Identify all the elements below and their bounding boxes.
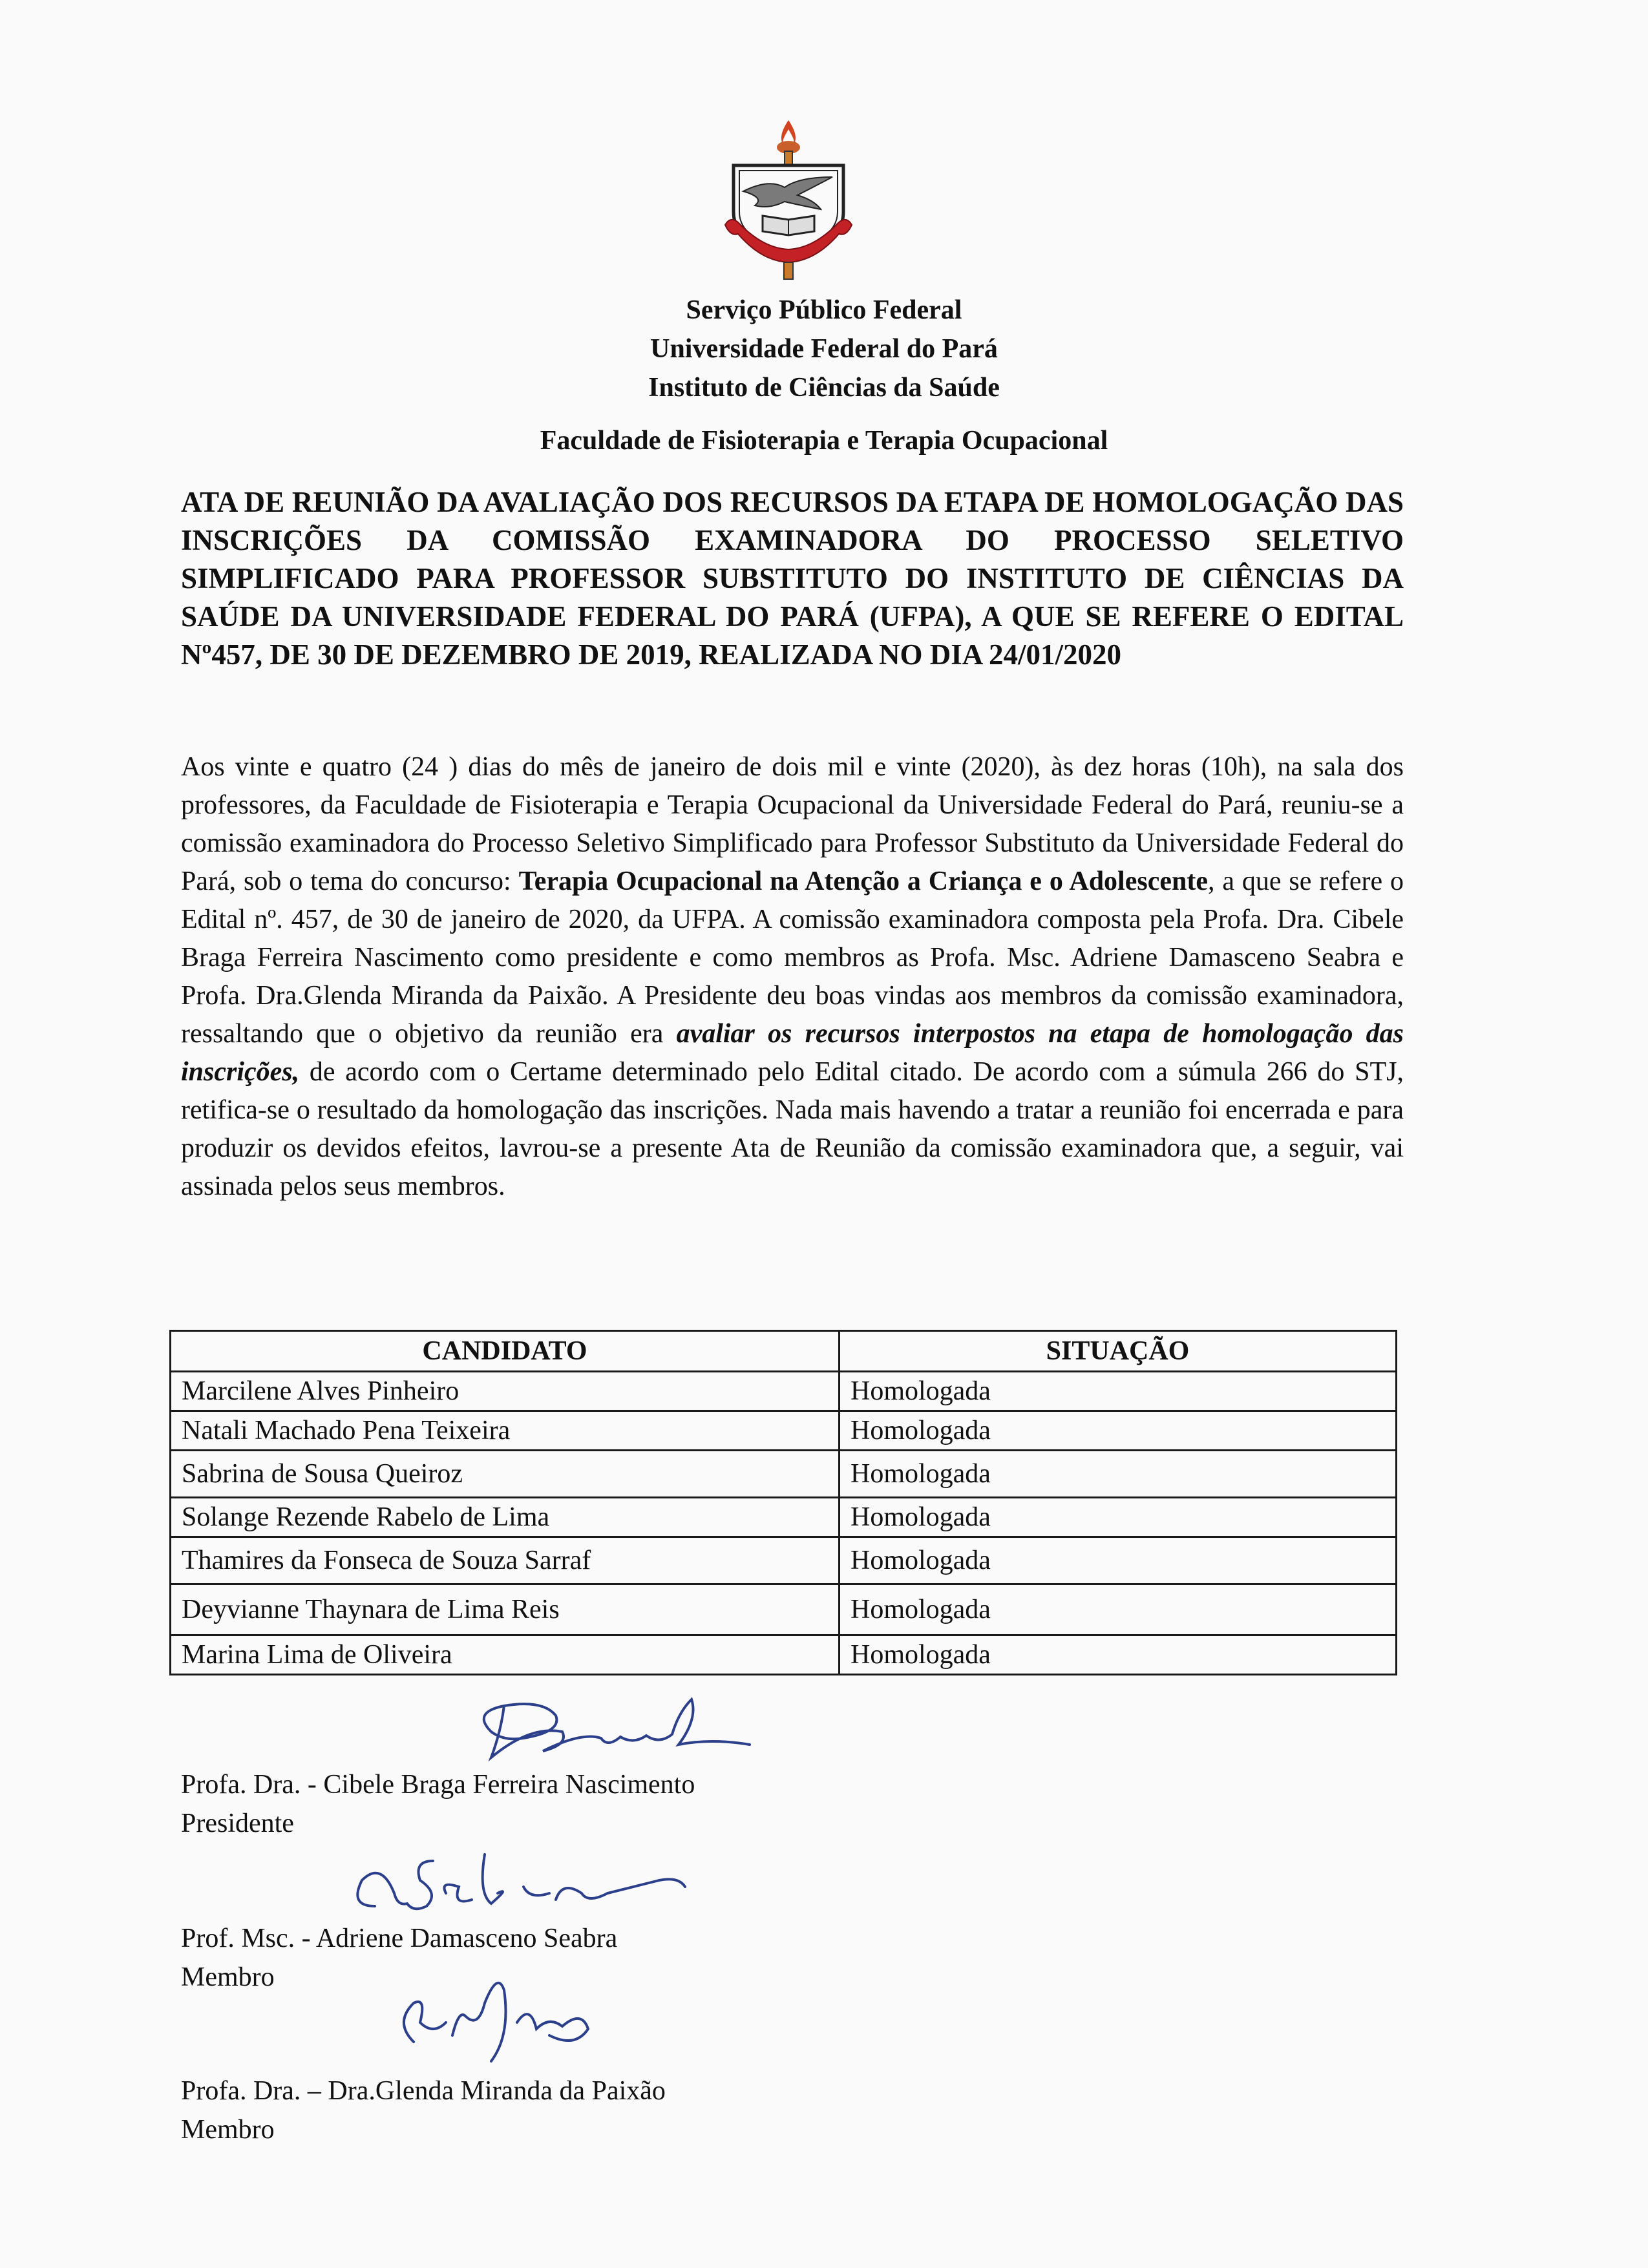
signature-member-1	[336, 1842, 698, 1926]
header-service: Serviço Público Federal	[686, 295, 962, 325]
candidate-name: Sabrina de Sousa Queiroz	[171, 1451, 840, 1498]
body-text-3: de acordo com o Certame determinado pelo Edital citado. De acordo com a súmula 266 do STJ, retifica-se o resultado da homologação das inscrições. Nada mais havendo a tratar a reunião foi encerrada e para produzir os devidos efeitos, lavrou-se a presente Ata de Reunião da comissão examinadora que, a seguir, vai assinada pelos seus membros.	[181, 1057, 1404, 1201]
document-title: ATA DE REUNIÃO DA AVALIAÇÃO DOS RECURSOS DA ETAPA DE HOMOLOGAÇÃO DAS INSCRIÇÕES DA COMISSÃO EXAMINADORA DO PROCESSO SELETIVO SIMPLIFICADO PARA PROFESSOR SUBSTITUTO DO INSTITUTO DE CIÊNCIAS DA SAÚDE DA UNIVERSIDADE FEDERAL DO PARÁ (UFPA), A QUE SE REFERE O EDITAL Nº457, DE 30 DE DEZEMBRO DE 2019, REALIZADA NO DIA 24/01/2020	[181, 486, 1404, 671]
table-row	[171, 1537, 1397, 1584]
candidate-name: Deyvianne Thaynara de Lima Reis	[171, 1584, 840, 1635]
signatory-name: Profa. Dra. - Cibele Braga Ferreira Nascimento	[181, 1770, 695, 1800]
candidate-name: Solange Rezende Rabelo de Lima	[171, 1498, 840, 1537]
candidate-status: Homologada	[840, 1584, 1397, 1635]
signatory-name: Prof. Msc. - Adriene Damasceno Seabra	[181, 1924, 618, 1953]
signatory-role: Membro	[181, 1962, 275, 1992]
candidate-status: Homologada	[840, 1372, 1397, 1411]
candidate-name: Natali Machado Pena Teixeira	[171, 1411, 840, 1451]
signatory-name: Profa. Dra. – Dra.Glenda Miranda da Paixão	[181, 2076, 666, 2106]
body-paragraph	[181, 748, 1404, 1206]
candidates-table	[169, 1330, 1397, 1675]
header-faculty: Faculdade de Fisioterapia e Terapia Ocupacional	[540, 426, 1108, 456]
header-institute: Instituto de Ciências da Saúde	[648, 373, 1000, 403]
candidate-name: Marina Lima de Oliveira	[171, 1635, 840, 1675]
candidate-status: Homologada	[840, 1537, 1397, 1584]
signature-member-2	[388, 1964, 607, 2081]
signature-president	[465, 1686, 763, 1770]
table-row	[171, 1411, 1397, 1451]
ufpa-crest-icon	[717, 115, 860, 283]
table-header-row	[171, 1331, 1397, 1372]
signatory-role: Membro	[181, 2115, 275, 2145]
header-university: Universidade Federal do Pará	[650, 334, 998, 364]
signatory-block	[181, 1765, 695, 1843]
table-row	[171, 1498, 1397, 1537]
meeting-objective: avaliar os recursos interpostos na etapa de homologação das inscrições,	[181, 1019, 1404, 1087]
table-row	[171, 1584, 1397, 1635]
table-row	[171, 1635, 1397, 1675]
candidate-status: Homologada	[840, 1451, 1397, 1498]
signatory-role: Presidente	[181, 1809, 294, 1838]
table-row	[171, 1451, 1397, 1498]
column-header-status: SITUAÇÃO	[840, 1331, 1397, 1372]
candidate-status: Homologada	[840, 1411, 1397, 1451]
column-header-candidate: CANDIDATO	[171, 1331, 840, 1372]
body-text-2: , a que se refere o Edital nº. 457, de 30 de janeiro de 2020, da UFPA. A comissão examinadora composta pela Profa. Dra. Cibele Braga Ferreira Nascimento como presidente e como membros as Profa. Msc. Adriene Damasceno Seabra e Profa. Dra.Glenda Miranda da Paixão. A Presidente deu boas vindas aos membros da comissão examinadora, ressaltando que o objetivo da reunião era	[181, 866, 1404, 1049]
candidate-status: Homologada	[840, 1498, 1397, 1537]
contest-theme: Terapia Ocupacional na Atenção a Criança e o Adolescente	[518, 866, 1208, 896]
signatory-block	[181, 2072, 666, 2149]
candidate-name: Marcilene Alves Pinheiro	[171, 1372, 840, 1411]
letterhead	[0, 291, 1648, 407]
candidate-status: Homologada	[840, 1635, 1397, 1675]
table-row	[171, 1372, 1397, 1411]
candidate-name: Thamires da Fonseca de Souza Sarraf	[171, 1537, 840, 1584]
body-text-1: Aos vinte e quatro (24 ) dias do mês de janeiro de dois mil e vinte (2020), às dez horas (10h), na sala dos professores, da Faculdade de Fisioterapia e Terapia Ocupacional da Universidade Federal do Pará, reuniu-se a comissão examinadora do Processo Seletivo Simplificado para Professor Substituto da Universidade Federal do Pará, sob o tema do concurso:	[181, 752, 1404, 896]
